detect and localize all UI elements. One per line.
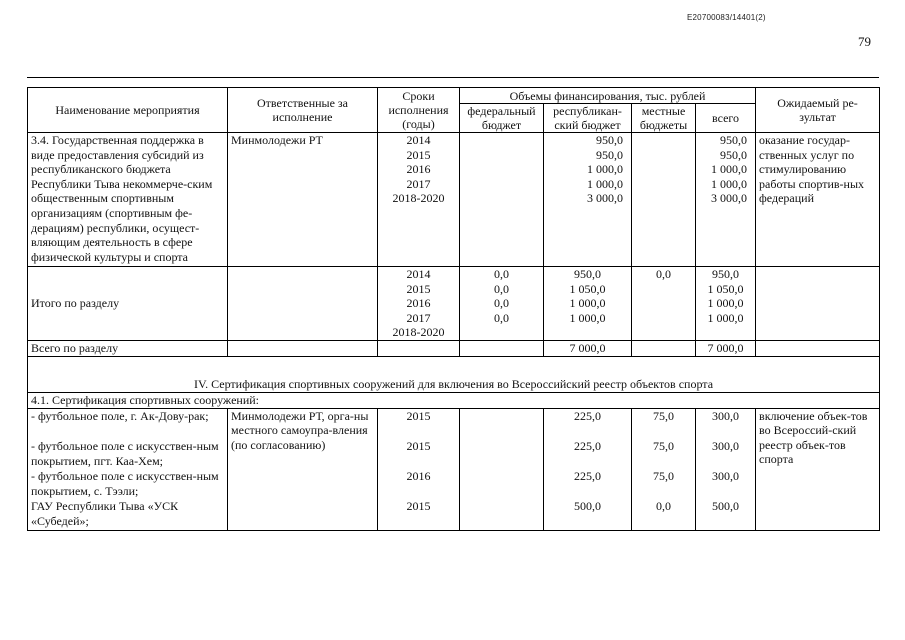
subsection-heading: 4.1. Сертификация спортивных сооружений:	[28, 393, 880, 409]
total-value: 300,0	[696, 469, 756, 499]
year: 2015	[406, 281, 431, 296]
table-row	[28, 133, 880, 267]
header-terms: Сроки исполнения (годы)	[378, 88, 460, 133]
value: 1 050,0	[707, 281, 744, 296]
value: 950,0	[574, 267, 601, 281]
table-row	[28, 499, 880, 530]
total-label: Всего по разделу	[28, 341, 228, 357]
total-value: 300,0	[696, 439, 756, 469]
activity-name: - футбольное поле, г. Ак-Дову-рак;	[28, 408, 228, 439]
empty-cell	[460, 341, 544, 357]
year: 2014	[406, 133, 431, 147]
total-values	[696, 267, 756, 341]
header-federal: федеральный бюджет	[460, 104, 544, 133]
value: 950,0	[596, 147, 623, 162]
year: 2015	[378, 439, 460, 469]
year: 2018-2020	[392, 325, 445, 340]
total-value: 500,0	[696, 499, 756, 530]
document-id: E20700083/14401(2)	[687, 13, 766, 22]
year: 2018-2020	[392, 191, 445, 206]
years	[378, 133, 460, 267]
value: 3 000,0	[711, 191, 748, 206]
year: 2015	[378, 499, 460, 530]
year: 2015	[406, 147, 431, 162]
expected-result: включение объек-тов во Всероссий-ский реестр объек-тов спорта	[756, 408, 880, 530]
value: 950,0	[720, 147, 748, 162]
federal-cell	[460, 408, 544, 530]
republican-value: 225,0	[544, 469, 632, 499]
section-heading-row	[28, 357, 880, 393]
value: 1 000,0	[707, 310, 744, 325]
local-value: 75,0	[632, 408, 696, 439]
empty-cell	[632, 341, 696, 357]
value: 3 000,0	[587, 191, 623, 206]
activity-name: - футбольное поле с искусствен-ным покрытием, с. Тээли;	[28, 469, 228, 499]
expected-result	[756, 267, 880, 341]
subtotal-label: Итого по разделу	[28, 267, 228, 341]
local-value: 75,0	[632, 439, 696, 469]
year: 2017	[406, 310, 431, 325]
value: 1 000,0	[587, 162, 623, 177]
value: 1 000,0	[569, 310, 606, 325]
republican-values	[544, 267, 632, 341]
value: 1 000,0	[711, 162, 748, 177]
total-values	[696, 133, 756, 267]
year: 2016	[378, 469, 460, 499]
republican-value: 500,0	[544, 499, 632, 530]
header-local: местные бюджеты	[632, 104, 696, 133]
empty-cell	[378, 341, 460, 357]
value: 1 000,0	[569, 296, 606, 311]
section-heading: IV. Сертификация спортивных сооружений для включения во Всероссийский реестр объектов спорта	[28, 357, 880, 393]
header-result: Ожидаемый ре-зультат	[756, 88, 880, 133]
table-row	[28, 267, 880, 341]
responsible	[228, 267, 378, 341]
year: 2016	[406, 296, 431, 311]
year: 2014	[406, 267, 431, 281]
table-row	[28, 408, 880, 439]
value: 0,0	[494, 296, 509, 311]
value: 0,0	[656, 267, 671, 281]
local-value: 0,0	[632, 499, 696, 530]
years	[378, 267, 460, 341]
republican-total: 7 000,0	[544, 341, 632, 357]
expected-result: оказание государ-ственных услуг по стимулированию работы спортив-ных федераций	[756, 133, 880, 267]
header-responsible: Ответственные за исполнение	[228, 88, 378, 133]
grand-total: 7 000,0	[696, 341, 756, 357]
responsible: Минмолодежи РТ, орга-ны местного самоупра-вления (по согласованию)	[228, 408, 378, 530]
value: 950,0	[596, 133, 623, 147]
year: 2015	[378, 408, 460, 439]
header-funding: Объемы финансирования, тыс. рублей	[460, 88, 756, 104]
table-row	[28, 341, 880, 357]
local-value: 75,0	[632, 469, 696, 499]
year: 2016	[406, 162, 431, 177]
header-republican: республикан-ский бюджет	[544, 104, 632, 133]
header-name: Наименование мероприятия	[28, 88, 228, 133]
table-row	[28, 439, 880, 469]
top-rule	[27, 77, 879, 78]
federal-cell	[460, 133, 544, 267]
value: 1 000,0	[711, 176, 748, 191]
value: 0,0	[494, 281, 509, 296]
value: 1 000,0	[587, 176, 623, 191]
value: 0,0	[494, 310, 509, 325]
republican-value: 225,0	[544, 408, 632, 439]
value: 1 050,0	[569, 281, 606, 296]
activity-name: ГАУ Республики Тыва «УСК «Субедей»;	[28, 499, 228, 530]
empty-cell	[228, 341, 378, 357]
value: 950,0	[720, 133, 748, 147]
funding-table	[27, 87, 880, 531]
activity-name: 3.4. Государственная поддержка в виде предоставления субсидий из республиканского бюджета Республики Тыва некоммерче-ским общественным спортивным организациям (спортивным фе-дерациям) республики, осущест-вляющим деятельность в сфере физической культуры и спорта	[28, 133, 228, 267]
local-values	[632, 267, 696, 341]
page-number: 79	[858, 34, 871, 49]
table-row	[28, 393, 880, 409]
activity-name: - футбольное поле с искусствен-ным покрытием, пгт. Каа-Хем;	[28, 439, 228, 469]
table-row	[28, 469, 880, 499]
year: 2017	[406, 176, 431, 191]
header-total: всего	[696, 104, 756, 133]
responsible: Минмолодежи РТ	[228, 133, 378, 267]
value: 950,0	[712, 267, 740, 281]
federal-values	[460, 267, 544, 341]
empty-cell	[756, 341, 880, 357]
republican-values	[544, 133, 632, 267]
value: 0,0	[494, 267, 509, 281]
value: 1 000,0	[707, 296, 744, 311]
total-value: 300,0	[696, 408, 756, 439]
republican-value: 225,0	[544, 439, 632, 469]
local-cell	[632, 133, 696, 267]
